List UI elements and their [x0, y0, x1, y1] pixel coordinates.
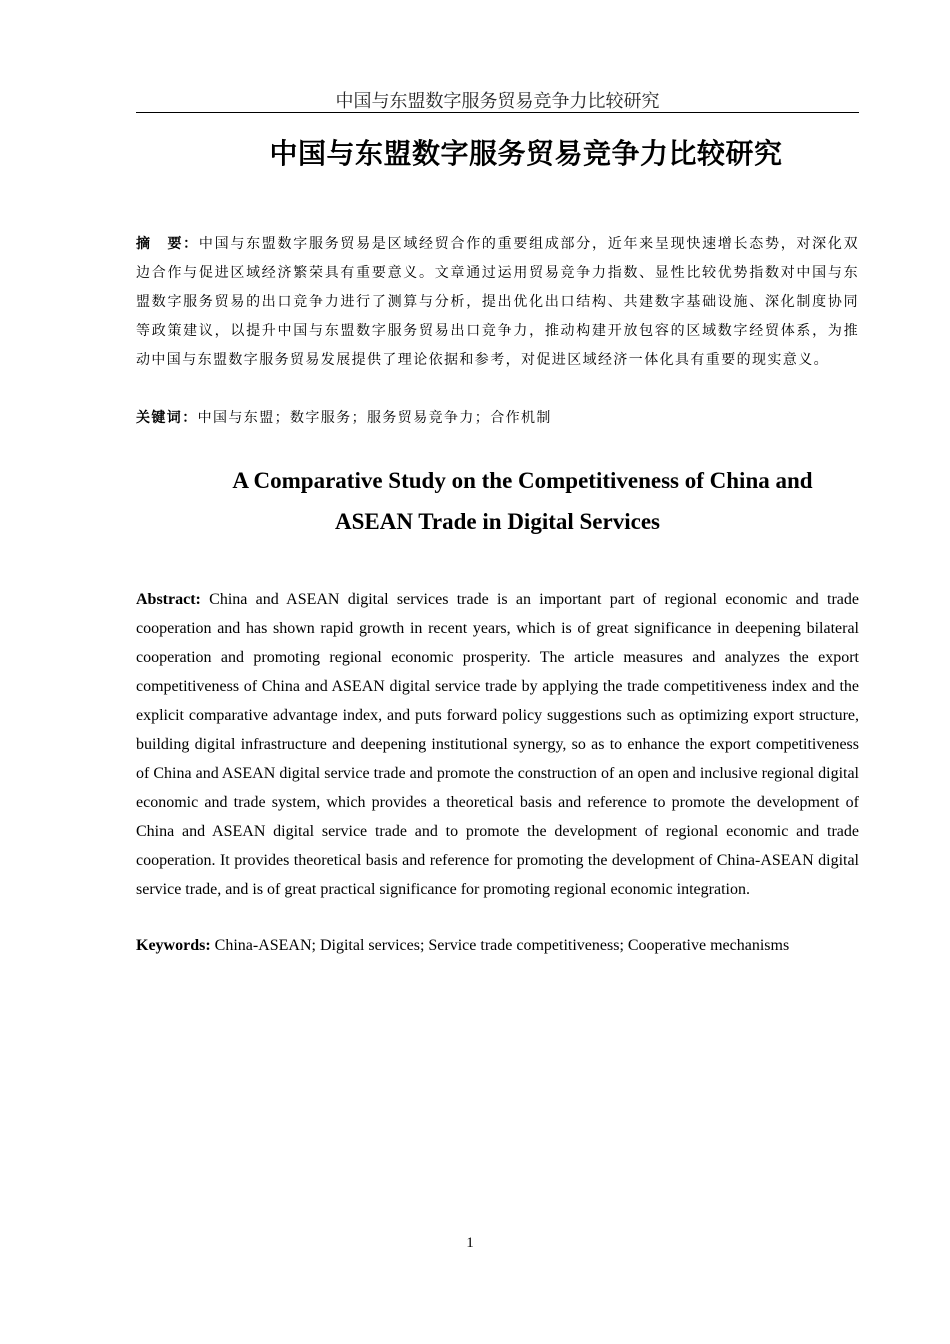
chinese-title: 中国与东盟数字服务贸易竞争力比较研究	[269, 137, 783, 170]
english-keywords	[136, 931, 859, 960]
running-header	[136, 88, 859, 113]
english-abstract-label: Abstract:	[136, 591, 201, 608]
running-header-title: 中国与东盟数字服务贸易竞争力比较研究	[335, 91, 660, 111]
english-abstract	[136, 585, 859, 904]
chinese-abstract-text: 中国与东盟数字服务贸易是区域经贸合作的重要组成部分，近年来呈现快速增长态势，对深化双边合作与促进区域经济繁荣具有重要意义。文章通过运用贸易竞争力指数、显性比较优势指数对中国与东盟数字服务贸易的出口竞争力进行了测算与分析，提出优化出口结构、共建数字基础设施、深化制度协同等政策建议，以提升中国与东盟数字服务贸易出口竞争力，推动构建开放包容的区域数字经贸体系，为推动中国与东盟数字服务贸易发展提供了理论依据和参考，对促进区域经济一体化具有重要的现实意义。	[136, 236, 859, 368]
english-title-line-1: A Comparative Study on the Competitiveness of China and	[232, 468, 813, 493]
english-keywords-label: Keywords:	[136, 937, 211, 954]
page-number: 1	[466, 1235, 474, 1251]
english-abstract-text: China and ASEAN digital services trade is an important part of regional economic and trade cooperation and has shown rapid growth in recent years, which is of great significance in deepening bilateral cooperation and promoting regional economic prosperity. The article measures and analyzes the export competitiveness of China and ASEAN digital service trade by applying the trade competitiveness index and the explicit comparative advantage index, and puts forward policy suggestions such as optimizing export structure, building digital infrastructure and deepening institutional synergy, so as to enhance the export competitiveness of China and ASEAN digital service trade and promote the construction of an open and inclusive regional digital economic and trade system, which provides a theoretical basis and reference to promote the development of China and ASEAN digital service trade and to promote the development of regional economic and trade cooperation. It provides theoretical basis and reference for promoting the development of China-ASEAN digital service trade, and is of great practical significance for promoting regional economic integration.	[136, 591, 860, 898]
chinese-keywords-label: 关键词：	[136, 410, 198, 426]
english-title	[136, 460, 859, 542]
english-keywords-text: China-ASEAN; Digital services; Service trade competitiveness; Cooperative mechanisms	[214, 937, 790, 954]
chinese-keywords-text: 中国与东盟；数字服务；服务贸易竞争力；合作机制	[197, 410, 552, 426]
chinese-abstract-label: 摘 要：	[136, 236, 199, 252]
chinese-keywords	[136, 404, 859, 433]
english-title-line-2: ASEAN Trade in Digital Services	[335, 509, 660, 534]
chinese-abstract	[136, 230, 859, 375]
